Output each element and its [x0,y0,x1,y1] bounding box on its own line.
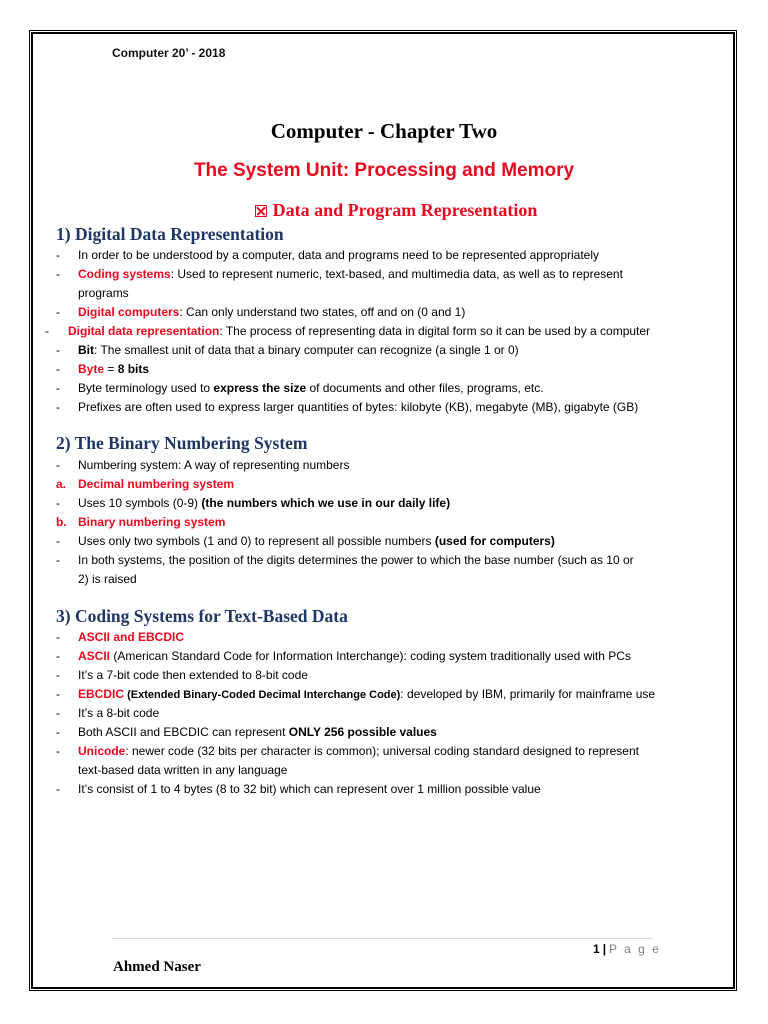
document-subtitle: The System Unit: Processing and Memory [193,160,575,181]
footer-author: Ahmed Naser [113,959,201,975]
document-title: Computer - Chapter Two [270,119,498,143]
heading-binary-numbering-system: 2) The Binary Numbering System [56,433,308,453]
heading-coding-systems: 3) Coding Systems for Text-Based Data [56,606,348,626]
checkbox-x-icon [255,205,267,217]
section-title [0,200,768,221]
heading-digital-data-representation: 1) Digital Data Representation [56,224,284,244]
footer-divider [112,938,652,939]
page-number: 1 | P a g e [593,942,661,956]
document-header: Computer 20’ - 2018 [112,46,226,60]
section-title-text: Data and Program Representation [272,200,538,220]
